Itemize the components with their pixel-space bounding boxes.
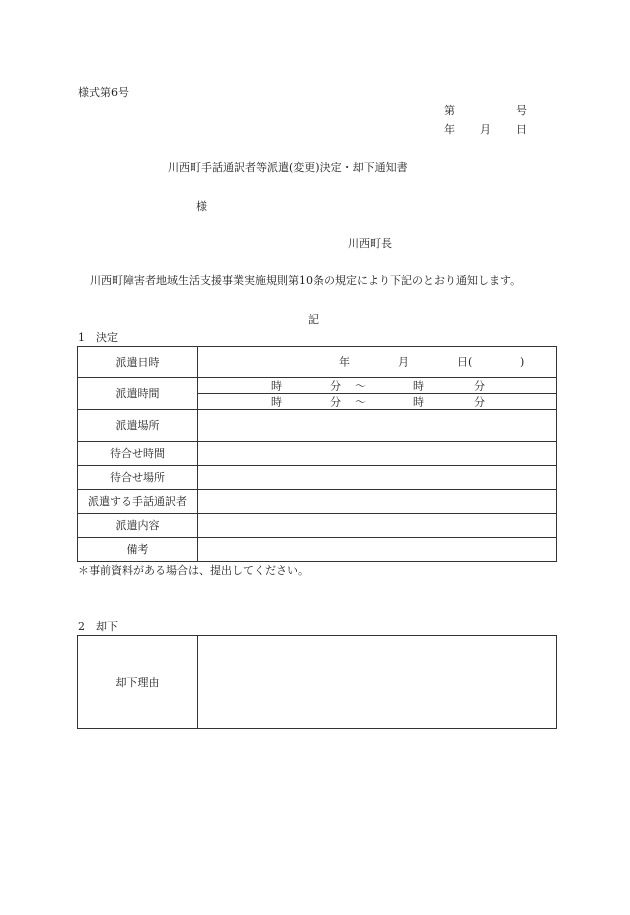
dispatch-date-label: 派遣日時 bbox=[78, 347, 198, 378]
row-meeting-place bbox=[78, 466, 557, 490]
time2-range-tilde: ～ bbox=[355, 395, 366, 408]
meeting-time-field[interactable] bbox=[198, 442, 557, 466]
row-rejection-reason bbox=[78, 636, 557, 729]
time2-start-minute-label: 分 bbox=[330, 395, 341, 408]
row-meeting-time bbox=[78, 442, 557, 466]
time2-end-minute-label: 分 bbox=[474, 395, 485, 408]
dispatch-place-label: 派遣場所 bbox=[78, 410, 198, 442]
date-year-label: 年 bbox=[444, 123, 455, 136]
time1-end-minute-label: 分 bbox=[474, 379, 485, 392]
issuer-name: 川西町長 bbox=[348, 237, 392, 250]
time1-start-hour-label: 時 bbox=[271, 379, 282, 392]
row-dispatch-place bbox=[78, 410, 557, 442]
rejection-reason-label: 却下理由 bbox=[78, 636, 198, 729]
dispatch-place-field[interactable] bbox=[198, 410, 557, 442]
body-text: 川西町障害者地域生活支援事業実施規則第10条の規定により下記のとおり通知します。 bbox=[90, 274, 522, 287]
row-interpreter bbox=[78, 490, 557, 514]
row-dispatch-date bbox=[78, 347, 557, 378]
number-dai-label: 第 bbox=[444, 104, 455, 117]
remarks-field[interactable] bbox=[198, 538, 557, 562]
date-month-label: 月 bbox=[480, 123, 491, 136]
time1-start-minute-label: 分 bbox=[330, 379, 341, 392]
meeting-place-label: 待合せ場所 bbox=[78, 466, 198, 490]
time1-range-tilde: ～ bbox=[355, 379, 366, 392]
dispatch-time-field-2[interactable] bbox=[198, 394, 557, 410]
remarks-label: 備考 bbox=[78, 538, 198, 562]
rejection-reason-field[interactable] bbox=[198, 636, 557, 729]
dispatch-date-field[interactable] bbox=[198, 347, 557, 378]
dispatch-year-label: 年 bbox=[339, 355, 350, 369]
row-remarks bbox=[78, 538, 557, 562]
dispatch-time-field-1[interactable] bbox=[198, 378, 557, 394]
dispatch-day-close: ) bbox=[520, 355, 525, 369]
form-number: 様式第6号 bbox=[78, 86, 129, 99]
dispatch-content-label: 派遣内容 bbox=[78, 514, 198, 538]
row-dispatch-content bbox=[78, 514, 557, 538]
meeting-time-label: 待合せ時間 bbox=[78, 442, 198, 466]
meeting-place-field[interactable] bbox=[198, 466, 557, 490]
ki-label: 記 bbox=[308, 313, 319, 326]
time2-end-hour-label: 時 bbox=[413, 395, 424, 408]
recipient-sama: 様 bbox=[196, 200, 207, 213]
advance-materials-note: ＊事前資料がある場合は、提出してください。 bbox=[78, 564, 309, 577]
dispatch-day-label: 日( bbox=[457, 355, 473, 369]
dispatch-content-field[interactable] bbox=[198, 514, 557, 538]
interpreter-label: 派遣する手話通訳者 bbox=[78, 490, 198, 514]
dispatch-month-label: 月 bbox=[398, 355, 409, 369]
rejection-heading: 2 却下 bbox=[78, 620, 118, 633]
decision-heading: 1 決定 bbox=[78, 331, 118, 344]
time1-end-hour-label: 時 bbox=[413, 379, 424, 392]
decision-table bbox=[77, 346, 557, 562]
date-day-label: 日 bbox=[516, 123, 527, 136]
time2-start-hour-label: 時 bbox=[271, 395, 282, 408]
dispatch-time-label: 派遣時間 bbox=[78, 378, 198, 410]
number-go-label: 号 bbox=[516, 104, 527, 117]
document-title: 川西町手話通訳者等派遣(変更)決定・却下通知書 bbox=[168, 161, 408, 174]
row-dispatch-time-1 bbox=[78, 378, 557, 394]
interpreter-field[interactable] bbox=[198, 490, 557, 514]
rejection-table bbox=[77, 635, 557, 729]
